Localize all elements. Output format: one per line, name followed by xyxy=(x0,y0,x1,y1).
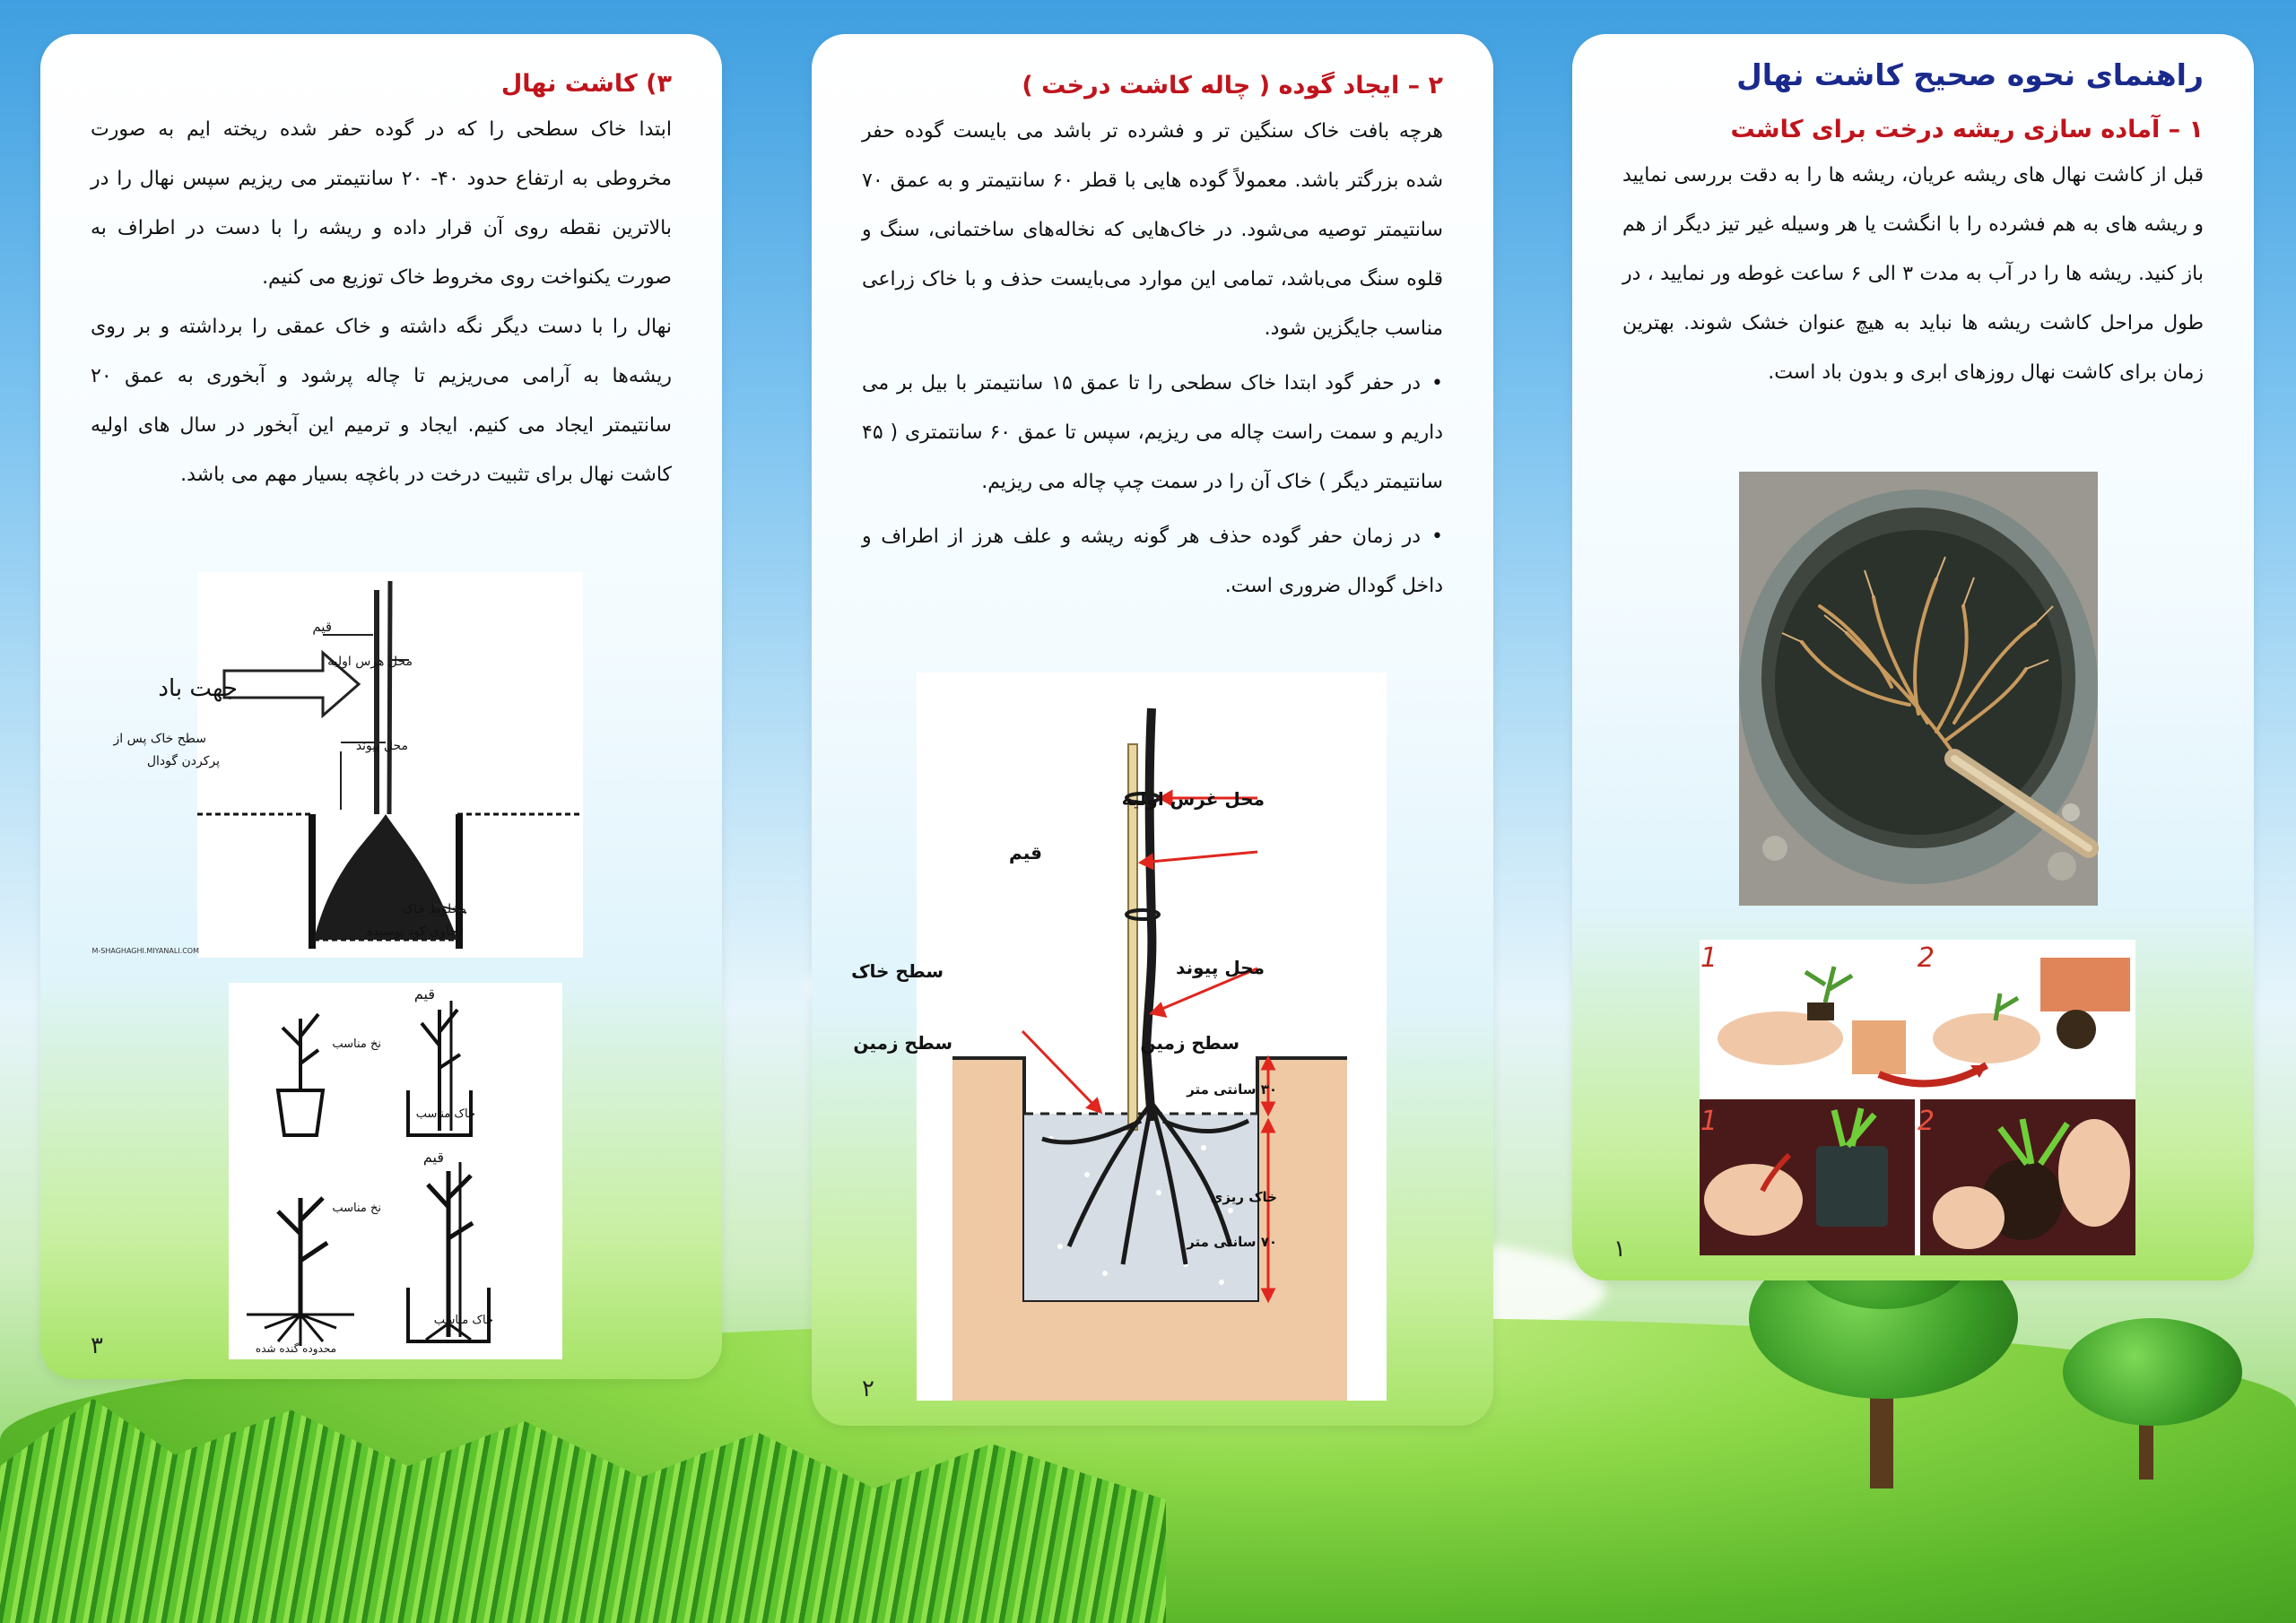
svg-text:محل غرس اولیه: محل غرس اولیه xyxy=(1121,788,1265,810)
diagram-planting-pit xyxy=(851,673,1387,1401)
svg-text:سطح خاک پس از: سطح خاک پس از xyxy=(113,732,206,746)
section-body-planting-1: ابتدا خاک سطحی را که در گوده حفر شده ریخته ایم به صورت مخروطی به ارتفاع حدود ۴۰- ۲۰ سانتیمتر می ریزیم سپس نهال را در بالاترین نقطه روی آن قرار داده و ریشه را با دست در اطراف به صورت یکنواخت روی مخروط خاک توزیع می کنیم. xyxy=(91,118,672,289)
page-title: راهنمای نحوه صحیح کاشت نهال xyxy=(1736,57,2204,92)
panel-page-2 xyxy=(812,34,1493,1426)
svg-text:1: 1 xyxy=(1700,942,1718,974)
svg-text:2: 2 xyxy=(1917,942,1935,974)
svg-text:خاک ریزی: خاک ریزی xyxy=(1210,1189,1277,1205)
svg-text:محل پیوند: محل پیوند xyxy=(355,739,408,753)
svg-text:خاک مناسب: خاک مناسب xyxy=(415,1107,475,1121)
svg-text:M-SHAGHAGHI.MIYANALI.COM: M-SHAGHAGHI.MIYANALI.COM xyxy=(91,947,199,955)
svg-text:محل هرس اولیه: محل هرس اولیه xyxy=(327,655,413,669)
photo-step-sequence xyxy=(1700,940,2135,1255)
svg-text:سطح زمین: سطح زمین xyxy=(1140,1032,1239,1054)
svg-text:قیم: قیم xyxy=(413,985,435,1002)
section-heading-root-preparation: ۱ – آماده سازی ریشه درخت برای کاشت xyxy=(1730,116,2204,143)
svg-text:محدوده گنده شده: محدوده گنده شده xyxy=(255,1342,336,1355)
svg-text:۷۰ سانتی متر: ۷۰ سانتی متر xyxy=(1187,1234,1277,1250)
page-number: ۳ xyxy=(91,1332,103,1359)
diagram-seedling-wind xyxy=(91,572,583,958)
svg-text:محل پیوند: محل پیوند xyxy=(1176,957,1265,978)
svg-text:قیم: قیم xyxy=(1009,842,1042,864)
svg-text:۳۰ سانتی متر: ۳۰ سانتی متر xyxy=(1187,1081,1277,1098)
svg-text:مخلوط خاک: مخلوط خاک xyxy=(402,902,466,916)
svg-text:نخ مناسب: نخ مناسب xyxy=(332,1202,381,1215)
svg-text:قیم: قیم xyxy=(312,619,332,635)
svg-text:سطح خاک: سطح خاک xyxy=(851,960,944,982)
svg-text:خاک مناسب: خاک مناسب xyxy=(433,1314,493,1327)
svg-text:2: 2 xyxy=(1917,1106,1935,1137)
section-body-planting-2: نهال را با دست دیگر نگه داشته و خاک عمقی را برداشته و بر روی ریشه‌ها به آرامی می‌ریزیم تا چاله پرشود و آبخوری به عمق ۲۰ سانتیمتر ایجاد می کنیم. ایجاد و ترمیم این آبخور در سال های اولیه کاشت نهال برای تثبیت درخت در باغچه بسیار مهم می باشد. xyxy=(91,316,672,486)
panel-page-3 xyxy=(40,34,722,1379)
section-heading-pit: ۲ – ایجاد گوده ( چاله کاشت درخت ) xyxy=(1022,72,1443,100)
page-number: ۲ xyxy=(862,1376,874,1402)
svg-text:سطح زمین: سطح زمین xyxy=(853,1032,952,1054)
svg-text:جهت باد: جهت باد xyxy=(158,675,238,702)
svg-text:1: 1 xyxy=(1700,1106,1718,1137)
bullet-weeds: • در زمان حفر گوده حذف هر گونه ریشه و علف هرز از اطراف و داخل گودال ضروری است. xyxy=(862,512,1443,611)
svg-text:قیم: قیم xyxy=(422,1149,444,1166)
diagram-planting-steps xyxy=(229,983,562,1359)
photo-roots-in-water xyxy=(1739,472,2098,906)
svg-text:نخ مناسب: نخ مناسب xyxy=(332,1037,381,1051)
panel-page-1 xyxy=(1572,34,2254,1280)
bullet-dig: • در حفر گود ابتدا خاک سطحی را تا عمق ۱۵ سانتیمتر با بیل بر می داریم و سمت راست چاله می ریزیم، سپس تا عمق ۶۰ سانتمتری ( ۴۵ سانتیمتر دیگر ) خاک آن را در سمت چپ چاله می ریزیم. xyxy=(862,359,1443,507)
section-body-pit: هرچه بافت خاک سنگین تر و فشرده تر باشد می بایست گوده حفر شده بزرگتر باشد. معمولاً گوده هایی با قطر ۶۰ سانتیمتر و به عمق ۷۰ سانتیمتر توصیه می‌شود. در خاک‌هایی که نخاله‌های ساختمانی، سنگ و قلوه سنگ می‌باشد، تمامی این موارد می‌بایست حذف و با خاک زراعی مناسب جایگزین شود. xyxy=(862,120,1444,340)
page-number: ۱ xyxy=(1613,1236,1626,1263)
svg-text:حاوی کود پوسیده: حاوی کود پوسیده xyxy=(366,924,457,939)
svg-text:پرکردن گودال: پرکردن گودال xyxy=(146,754,220,768)
section-heading-planting: ۳) کاشت نهال xyxy=(500,70,672,98)
section-body-root-preparation: قبل از کاشت نهال های ریشه عریان، ریشه ها را به دقت بررسی نمایید و ریشه های به هم فشرده را با انگشت یا هر وسیله غیر تیز دیگر از هم باز کنید. ریشه ها را در آب به مدت ۳ الی ۶ ساعت غوطه ور نمایید ، در طول مراحل کاشت ریشه ها نباید به هیچ عنوان خشک شوند. بهترین زمان برای کاشت نهال روزهای ابری و بدون باد است. xyxy=(1622,164,2205,384)
